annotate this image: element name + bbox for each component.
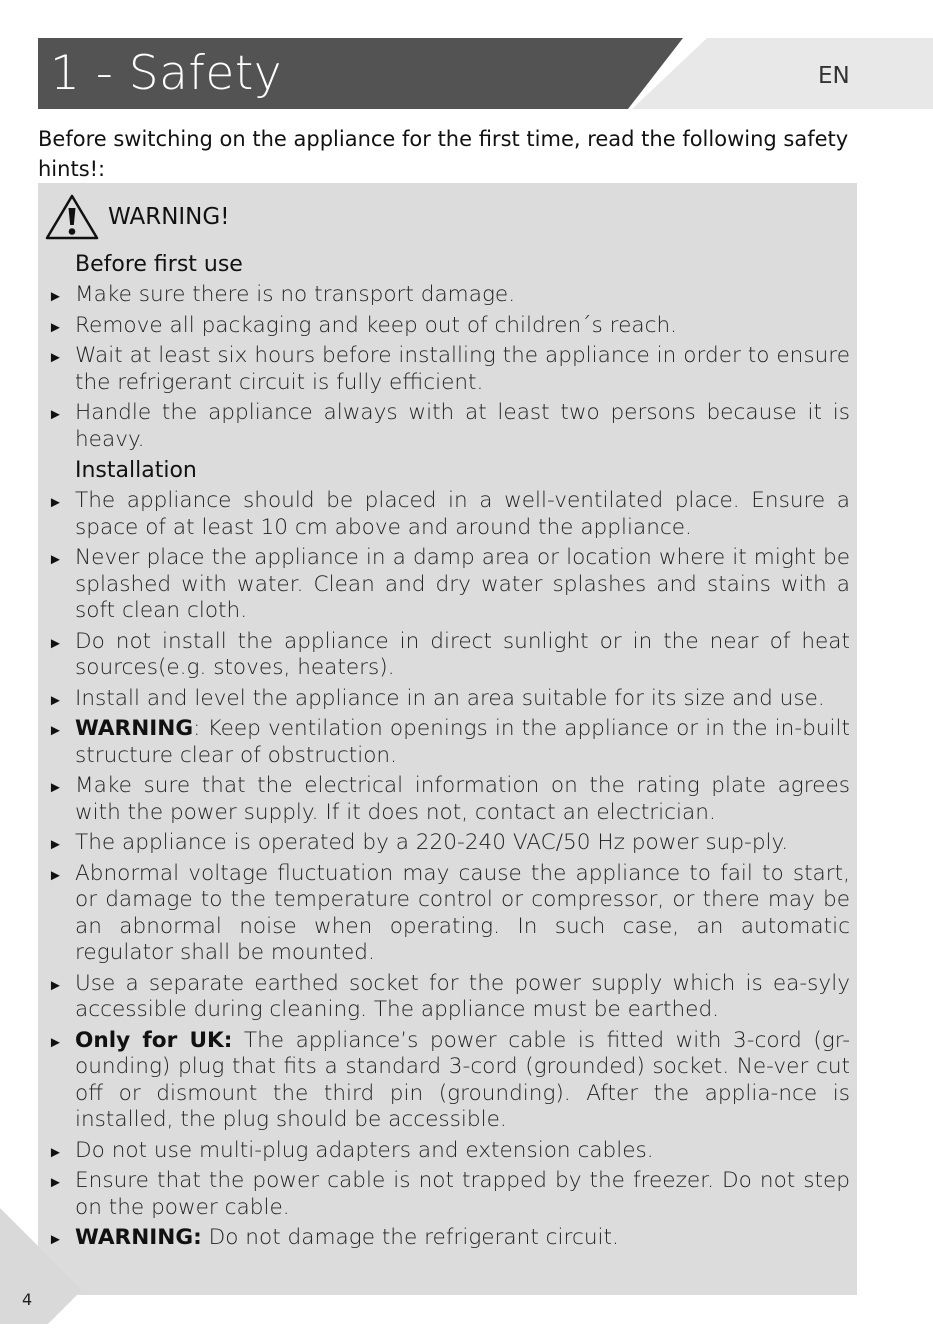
list-item [48,1168,850,1221]
list-item [48,1225,850,1252]
safety-content [48,251,850,1256]
list-item [48,861,850,967]
item-text: Use a separate earthed socket for the power supply which is ea-syly accessible during cleaning. The appliance must be earthed. [75,970,850,1022]
item-text: Ensure that the power cable is not trapped by the freezer. Do not step on the power cable. [75,1168,850,1220]
triangle-bullet-icon: ► [48,287,63,305]
language-code: EN [818,63,850,89]
section-heading: Installation [75,458,197,483]
triangle-bullet-icon: ► [48,405,63,423]
triangle-bullet-icon: ► [48,721,63,739]
item-text: The appliance is operated by a 220-240 VAC/50 Hz power sup-ply. [75,830,789,855]
list-item [48,343,850,396]
item-text: Handle the appliance always with at least two persons because it is heavy. [75,400,850,452]
triangle-bullet-icon: ► [48,975,63,994]
intro-text: Before switching on the appliance for the first time, read the following safety hints!: [38,127,849,181]
list-item [48,1138,850,1165]
list-item [48,400,850,453]
list-item [48,1028,850,1134]
list-item [48,830,850,857]
triangle-bullet-icon: ► [48,1032,63,1051]
list-item [48,716,850,769]
triangle-bullet-icon: ► [48,865,63,884]
item-prefix: WARNING [75,716,194,741]
item-prefix: Only for UK: [75,1027,233,1053]
item-prefix: WARNING: [75,1225,202,1250]
triangle-bullet-icon: ► [48,1173,63,1191]
triangle-bullet-icon: ► [48,550,63,568]
item-text: Wait at least six hours before installing the appliance in order to ensure the refrigerant circuit is fully efficient. [75,343,850,395]
warning-title: WARNING! [108,204,230,230]
warning-triangle-icon [44,193,100,245]
triangle-bullet-icon: ► [48,317,63,336]
list-item [48,313,850,340]
list-item [48,545,850,625]
item-text: Never place the appliance in a damp area or location where it might be splashed with water. Clean and dry water splashes and stains with a soft clean cloth. [75,545,850,623]
language-tab [632,38,933,109]
list-item [48,282,850,309]
triangle-bullet-icon: ► [48,633,63,652]
item-text: The appliance’s power cable is fitted with 3-cord (gr-ounding) plug that fits a standard 3-cord (grounded) socket. Ne-ver cut off or dismount the third pin (grounding). After the applia-nce is installed, the plug should be accessible. [75,1027,850,1132]
item-text: Do not install the appliance in direct sunlight or in the near of heat sources(e.g. stoves, heaters). [75,628,850,680]
triangle-bullet-icon: ► [48,778,63,796]
list-item [48,686,850,713]
triangle-bullet-icon: ► [48,348,63,366]
section-heading: Before first use [75,252,243,277]
item-text: : Keep ventilation openings in the appliance or in the in-built structure clear of obstruction. [75,716,850,768]
list-item [48,488,850,541]
item-text: Make sure that the electrical information on the rating plate agrees with the power supply. If it does not, contact an electrician. [75,773,850,825]
list-item [48,773,850,826]
item-text: Remove all packaging and keep out of children´s reach. [75,312,678,338]
list-item [48,629,850,682]
item-text: Install and level the appliance in an area suitable for its size and use. [75,685,825,711]
item-text: Abnormal voltage fluctuation may cause the appliance to fail to start, or damage to the temperature control or compressor, or there may be an abnormal noise when operating. In such case, an automatic regulator shall be mounted. [75,860,850,965]
triangle-bullet-icon: ► [48,493,63,511]
item-text: The appliance should be placed in a well-ventilated place. Ensure a space of at least 10 cm above and around the appliance. [75,488,850,540]
page-corner-decoration [0,1208,82,1328]
triangle-bullet-icon: ► [48,1142,63,1161]
item-text: Do not damage the refrigerant circuit. [201,1225,619,1250]
chapter-title: 1 - Safety [50,46,283,101]
item-text: Make sure there is no transport damage. [75,282,516,307]
triangle-bullet-icon: ► [48,1230,63,1248]
triangle-bullet-icon: ► [48,835,63,853]
triangle-bullet-icon: ► [48,690,63,709]
item-text: Do not use multi-plug adapters and extension cables. [75,1137,654,1163]
list-item [48,971,850,1024]
page-number: 4 [22,1290,33,1309]
